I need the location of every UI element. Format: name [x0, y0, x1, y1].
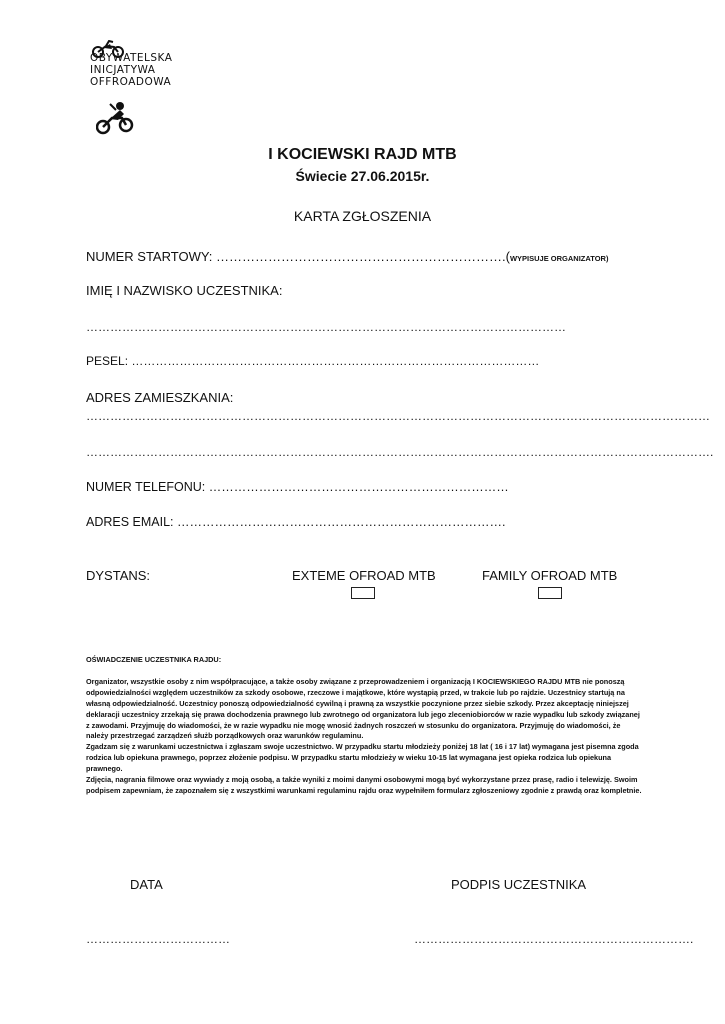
name-label: IMIĘ I NAZWISKO UCZESTNIKA: — [86, 283, 283, 298]
phone-field[interactable]: NUMER TELEFONU: ……………………………………………………………… — [86, 480, 509, 494]
logo-line-1: OBYWATELSKA — [90, 52, 173, 64]
form-title: KARTA ZGŁOSZENIA — [293, 208, 432, 224]
declaration-heading: OŚWIADCZENIE UCZESTNIKA RAJDU: — [86, 655, 222, 664]
pesel-field[interactable]: PESEL: ………………………………………………………………………………………… — [86, 354, 540, 368]
address-field-line-1[interactable]: ………………………………………………………………………………………………………………………………………… — [86, 409, 710, 423]
start-number-field[interactable] — [86, 249, 608, 264]
signature-field[interactable]: ……………………………………………………………. — [414, 932, 694, 946]
distance-option-extreme-label: EXTEME OFROAD MTB — [292, 568, 436, 583]
event-title: I KOCIEWSKI RAJD MTB — [268, 146, 457, 163]
logo-line-2: INICJATYWA — [90, 64, 156, 76]
declaration-paragraph-1: Organizator, wszystkie osoby z nim współpracujące, a także osoby związane z przeprowadzeniem i organizacją I KOCIEWSKIEGO RAJDU MTB nie ponoszą odpowiedzialności względem uczestników za szkody osobowe, rzeczowe i majątkowe, które wystąpią przed, w trakcie lub po rajdzie. Uczestnicy startują na własną odpowiedzialność. Uczestnicy ponoszą odpowiedzialność cywilną i prawną za wszystkie poczynione przez siebie szkody. Przez akceptację niniejszej deklaracji uczestnicy zrzekają się prawa dochodzenia prawnego lub zwrotnego od organizatora lub jego zleceniobiorców w razie wypadku lub szkody związanej z zawodami. Przyjmuję do wiadomości, że w razie wypadku nie mogę wnosić żadnych roszczeń w stosunku do organizatora. Przyjmuję do wiadomości, że należy przestrzegać zarządzeń służb porządkowych oraz warunków regulaminu. — [86, 676, 640, 741]
signature-label: PODPIS UCZESTNIKA — [451, 877, 587, 892]
address-field-line-2[interactable]: …………………………………………………………………………………………………………………………………………. — [86, 445, 714, 459]
participant-declaration — [86, 655, 642, 797]
distance-family-checkbox[interactable] — [538, 587, 562, 599]
logo-line-3: OFFROADOWA — [90, 76, 172, 88]
organization-logo — [86, 40, 186, 140]
event-date: Świecie 27.06.2015r. — [295, 168, 430, 184]
name-field[interactable]: ………………………………………………………………………………………………………… — [86, 320, 566, 334]
date-label: DATA — [130, 877, 163, 892]
start-number-note: WYPISUJE ORGANIZATOR) — [509, 254, 609, 263]
distance-extreme-checkbox[interactable] — [351, 587, 375, 599]
declaration-paragraph-3: Zdjęcia, nagrania filmowe oraz wywiady z moją osobą, a także wyniki z moimi danymi osobowymi mogą być wykorzystane przez prasę, radio i telewizję. Swoim podpisem zapewniam, że zapoznałem się z wszystkimi warunkami regulaminu rajdu oraz wypełniłem formularz zgłoszeniowy zgodnie z prawdą oraz kompletnie. — [86, 775, 642, 795]
date-field[interactable]: ……………………………… — [86, 932, 230, 946]
declaration-paragraph-2: Zgadzam się z warunkami uczestnictwa i zgłaszam swoje uczestnictwo. W przypadku startu młodzieży poniżej 18 lat ( 16 i 17 lat) wymagana jest pisemna zgoda rodzica lub opiekuna prawnego, poprzez złożenie podpisu. W przypadku startu młodzieży w wieku 10-15 lat wymagana jest opieka rodzica lub opiekuna prawnego. — [86, 742, 639, 774]
distance-label: DYSTANS: — [86, 568, 151, 583]
email-field[interactable]: ADRES EMAIL: ……………………………………………………………………. — [86, 515, 506, 529]
motocross-rider-icon — [96, 100, 134, 136]
address-label: ADRES ZAMIESZKANIA: — [86, 390, 234, 405]
distance-option-family-label: FAMILY OFROAD MTB — [482, 568, 618, 583]
start-number-label: NUMER STARTOWY: ………………………………………………………….( — [86, 249, 510, 264]
